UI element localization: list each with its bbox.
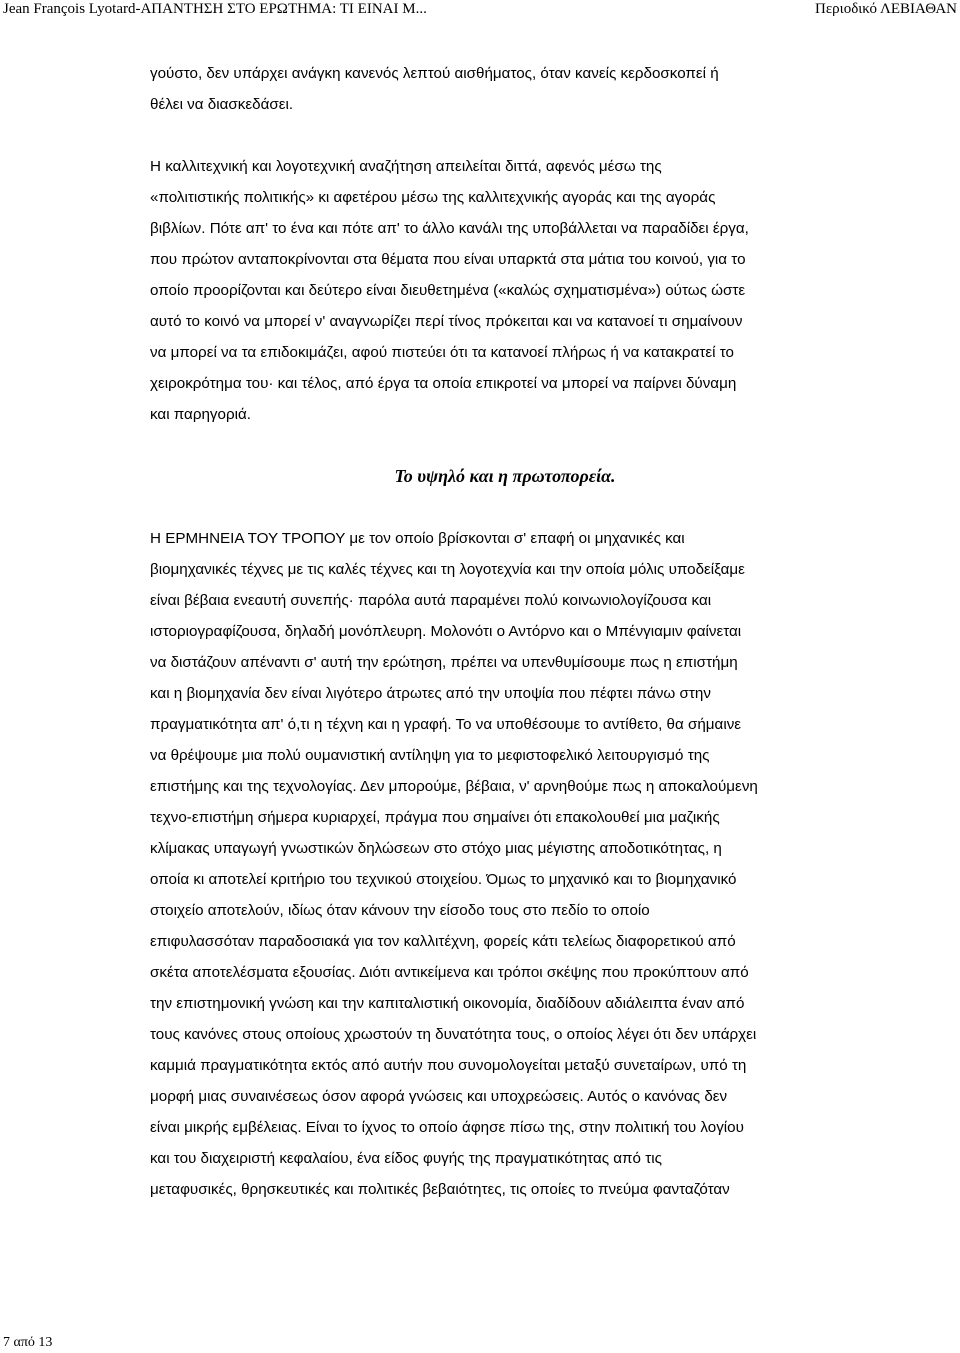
text-line: βιβλίων. Πότε απ' το ένα και πότε απ' το άλλο κανάλι της υποβάλλεται να παραδίδει έργα,: [150, 220, 749, 237]
text-line: επιφυλασσόταν παραδοσιακά για τον καλλιτέχνη, φορείς κάτι τελείως διαφορετικού από: [150, 933, 736, 950]
text-line: Η ΕΡΜΗΝΕΙΑ ΤΟΥ ΤΡΟΠΟΥ με τον οποίο βρίσκονται σ' επαφή οι μηχανικές και: [150, 530, 685, 547]
text-line: είναι μικρής εμβέλειας. Είναι το ίχνος το οποίο άφησε πίσω της, στην πολιτική του λογίου: [150, 1119, 744, 1136]
article-body: [150, 58, 860, 1205]
text-line: χειροκρότημα του· και τέλος, από έργα τα οποία επικροτεί να μπορεί να παίρνει δύναμη: [150, 375, 737, 392]
text-line: να διστάζουν απέναντι σ' αυτή την ερώτηση, πρέπει να υπενθυμίσουμε πως η επιστήμη: [150, 654, 738, 671]
section-heading: Το υψηλό και η πρωτοπορεία.: [394, 466, 616, 486]
text-line: οποίο προορίζονται και δεύτερο είναι διευθετημένα («καλώς σχηματισμένα») ούτως ώστε: [150, 282, 746, 299]
paragraph-2: [150, 151, 860, 430]
text-line: μεταφυσικές, θρησκευτικές και πολιτικές βεβαιότητες, τις οποίες το πνεύμα φανταζόταν: [150, 1181, 730, 1198]
text-line: να μπορεί να τα επιδοκιμάζει, αφού πιστεύει ότι τα κατανοεί πλήρως ή να κατακρατεί το: [150, 344, 734, 361]
text-line: Η καλλιτεχνική και λογοτεχνική αναζήτηση απειλείται διττά, αφενός μέσω της: [150, 158, 662, 175]
text-line: τους κανόνες στους οποίους χρωστούν τη δυνατότητα τους, ο οποίος λέγει ότι δεν υπάρχει: [150, 1026, 757, 1043]
paragraph-3: [150, 523, 860, 1205]
text-line: και παρηγοριά.: [150, 406, 251, 423]
text-line: που πρώτον ανταποκρίνονται στα θέματα που είναι υπαρκτά στα μάτια του κοινού, για το: [150, 251, 746, 268]
text-line: μορφή μιας συναινέσεως όσον αφορά γνώσεις και υποχρεώσεις. Αυτός ο κανόνας δεν: [150, 1088, 728, 1105]
text-line: επιστήμης και της τεχνολογίας. Δεν μπορούμε, βέβαια, ν' αρνηθούμε πως η αποκαλούμενη: [150, 778, 758, 795]
text-line: να θρέψουμε μια πολύ ουμανιστική αντίληψη για το μεφιστοφελικό λειτουργισμό της: [150, 747, 710, 764]
paragraph-spacer: [150, 120, 860, 151]
text-line: καμμιά πραγματικότητα εκτός από αυτήν που συνομολογείται μεταξύ συνεταίρων, υπό τη: [150, 1057, 747, 1074]
text-line: οποία κι αποτελεί κριτήριο του τεχνικού στοιχείου. Όμως το μηχανικό και το βιομηχανικό: [150, 871, 737, 888]
text-line: και η βιομηχανία δεν είναι λιγότερο άτρωτες από την υποψία που πέφτει πάνω στην: [150, 685, 711, 702]
text-line: και του διαχειριστή κεφαλαίου, ένα είδος φυγής της πραγματικότητας από τις: [150, 1150, 662, 1167]
header-document-title: Jean François Lyotard-ΑΠΑΝΤΗΣΗ ΣΤΟ ΕΡΩΤΗΜΑ: ΤΙ ΕΙΝΑΙ Μ...: [3, 1, 427, 17]
text-line: είναι βέβαια ενεαυτή συνεπής· παρόλα αυτά παραμένει πολύ κοινωνιολογίζουσα και: [150, 592, 712, 609]
text-line: σκέτα αποτελέσματα εξουσίας. Διότι αντικείμενα και τρόποι σκέψης που προκύπτουν από: [150, 964, 749, 981]
text-line: βιομηχανικές τέχνες με τις καλές τέχνες και τη λογοτεχνία και την οποία μόλις υποδείξαμε: [150, 561, 745, 578]
paragraph-1: [150, 58, 860, 120]
text-line: στοιχείο αποτελούν, ιδίως όταν κάνουν την είσοδο τους στο πεδίο το οποίο: [150, 902, 650, 919]
text-line: τεχνο-επιστήμη σήμερα κυριαρχεί, πράγμα που σημαίνει ότι επακολουθεί μια μαζικής: [150, 809, 720, 826]
text-line: θέλει να διασκεδάσει.: [150, 96, 294, 113]
text-line: γούστο, δεν υπάρχει ανάγκη κανενός λεπτού αισθήματος, όταν κανείς κερδοσκοπεί ή: [150, 65, 719, 82]
paragraph-spacer: [150, 492, 860, 523]
paragraph-spacer: [150, 430, 860, 461]
text-line: ιστοριογραφίζουσα, δηλαδή μονόπλευρη. Μολονότι ο Αντόρνο και ο Μπένγιαμιν φαίνεται: [150, 623, 742, 640]
text-line: πραγματικότητα απ' ό,τι η τέχνη και η γραφή. Το να υποθέσουμε το αντίθετο, θα σήμαινε: [150, 716, 742, 733]
text-line: αυτό το κοινό να μπορεί ν' αναγνωρίζει περί τίνος πρόκειται και να κατανοεί τι σημαίνουν: [150, 313, 743, 330]
page-indicator: 7 από 13: [3, 1335, 53, 1350]
text-line: κλίμακας υπαγωγή γνωστικών δηλώσεων στο στόχο μιας μέγιστης αποδοτικότητας, η: [150, 840, 722, 857]
text-line: την επιστημονική γνώση και την καπιταλιστική οικονομία, διαδίδουν αδιάλειπτα έναν από: [150, 995, 745, 1012]
text-line: «πολιτιστικής πολιτικής» κι αφετέρου μέσω της καλλιτεχνικής αγοράς και της αγοράς: [150, 189, 716, 206]
header-source-title: Περιοδικό ΛΕΒΙΑΘΑΝ: [815, 1, 957, 17]
